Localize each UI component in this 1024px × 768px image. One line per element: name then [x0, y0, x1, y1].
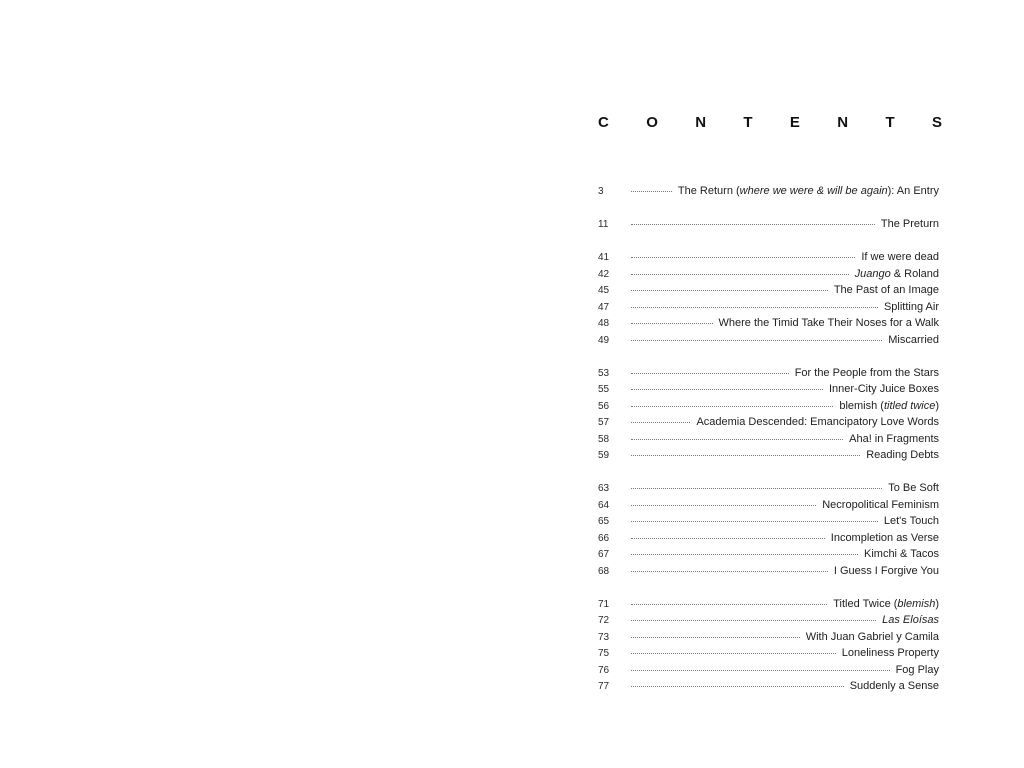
toc-title-segment: Where the Timid Take Their Noses for a Walk	[718, 317, 939, 329]
toc-title-segment: The Past of an Image	[833, 284, 939, 296]
toc-title-segment: ): An Entry	[887, 185, 939, 197]
dot-leader	[631, 273, 849, 275]
toc-title	[839, 398, 939, 415]
toc-title-segment: For the People from the Stars	[794, 366, 939, 379]
toc-page-number: 57	[598, 417, 610, 428]
heading-letter: E	[789, 114, 800, 131]
toc-title-italic-segment: titled twice	[883, 399, 936, 412]
toc-title	[861, 249, 939, 266]
toc-page-number: 73	[598, 631, 610, 643]
dot-leader	[631, 454, 860, 456]
toc-title-segment: To Be Soft	[888, 482, 939, 494]
toc-page-number: 59	[598, 450, 610, 461]
toc-title	[896, 662, 939, 679]
toc-title	[849, 431, 939, 448]
toc-entry	[598, 414, 939, 431]
dot-leader	[631, 553, 858, 555]
toc-page-number: 66	[598, 532, 610, 544]
toc-title	[829, 381, 939, 398]
toc-title-segment: Kimchi & Tacos	[864, 548, 939, 560]
toc-title-segment: Academia Descended: Emancipatory Love Words	[696, 416, 939, 428]
toc-page-number: 76	[598, 664, 610, 676]
toc-entry	[598, 266, 939, 283]
dot-leader	[631, 603, 827, 605]
toc-title-segment: Let's Touch	[883, 515, 939, 527]
toc-entry	[598, 563, 939, 580]
dot-leader	[631, 223, 875, 225]
toc-title	[866, 447, 939, 464]
toc-title-segment: With Juan Gabriel y Camila	[805, 630, 939, 643]
dot-leader	[631, 487, 882, 489]
toc-title-segment: Suddenly a Sense	[849, 680, 939, 692]
toc-entry	[598, 299, 939, 316]
toc-page-number: 53	[598, 367, 610, 379]
toc-title-segment: blemish (	[839, 399, 884, 412]
toc-title-segment: & Roland	[890, 267, 939, 280]
toc-page-number: 68	[598, 565, 610, 577]
toc-title-segment: Miscarried	[888, 333, 939, 346]
dot-leader	[631, 372, 789, 374]
toc-entry	[598, 513, 939, 530]
contents-list	[598, 183, 939, 695]
heading-letter: T	[885, 114, 895, 131]
toc-title-segment: The Return (	[677, 185, 740, 197]
toc-entry	[598, 612, 939, 629]
toc-page-number: 3	[598, 186, 604, 197]
toc-title-segment: I Guess I Forgive You	[833, 564, 939, 577]
dot-leader	[631, 570, 828, 572]
toc-title	[882, 612, 939, 629]
toc-entry	[598, 662, 939, 679]
dot-leader	[631, 190, 672, 192]
toc-title-segment: Aha! in Fragments	[849, 432, 939, 445]
toc-title	[834, 282, 939, 299]
toc-title-italic-segment: blemish	[897, 597, 936, 610]
dot-leader	[631, 669, 890, 671]
toc-page-number: 72	[598, 615, 610, 626]
dot-leader	[631, 322, 713, 324]
toc-page-number: 11	[598, 219, 609, 230]
toc-entry	[598, 447, 939, 464]
toc-title	[864, 546, 939, 563]
toc-entry	[598, 596, 939, 613]
toc-entry	[598, 530, 939, 547]
dot-leader	[631, 652, 836, 654]
toc-page-number: 55	[598, 384, 610, 395]
toc-entry	[598, 381, 939, 398]
toc-page-number: 65	[598, 516, 610, 527]
toc-title-segment: If we were dead	[861, 251, 939, 263]
dot-leader	[631, 537, 825, 539]
toc-page-number: 56	[598, 400, 610, 412]
toc-page-number: 42	[598, 268, 610, 280]
toc-entry	[598, 282, 939, 299]
toc-entry	[598, 480, 939, 497]
heading-letter: S	[931, 114, 942, 131]
toc-title-italic-segment: Las Eloísas	[882, 614, 939, 626]
toc-title	[833, 596, 939, 613]
dot-leader	[631, 438, 843, 440]
toc-title	[795, 365, 939, 382]
dot-leader	[631, 405, 833, 407]
toc-entry	[598, 183, 939, 200]
dot-leader	[631, 619, 876, 621]
toc-title	[884, 513, 939, 530]
heading-letter: O	[646, 114, 658, 131]
toc-title	[842, 645, 939, 662]
toc-title	[850, 678, 939, 695]
toc-title-segment: Necropolitical Feminism	[822, 498, 939, 511]
toc-page-number: 48	[598, 318, 610, 329]
toc-page-number: 41	[598, 252, 610, 263]
toc-page-number: 47	[598, 301, 610, 313]
toc-entry	[598, 678, 939, 695]
toc-title	[884, 299, 939, 316]
toc-title-segment: The Preturn	[880, 218, 939, 230]
heading-letter: T	[743, 114, 753, 131]
toc-page-number: 71	[598, 598, 610, 610]
toc-entry	[598, 497, 939, 514]
toc-entry	[598, 546, 939, 563]
toc-title-segment: Inner-City Juice Boxes	[828, 383, 939, 395]
dot-leader	[631, 636, 800, 638]
toc-page-number: 75	[598, 648, 610, 659]
contents-heading	[598, 115, 942, 131]
toc-entry	[598, 332, 939, 349]
heading-letter: N	[695, 114, 707, 131]
toc-entry	[598, 645, 939, 662]
dot-leader	[631, 306, 878, 308]
toc-title-segment: Fog Play	[895, 663, 939, 676]
heading-letter: C	[598, 114, 609, 131]
dot-leader	[631, 685, 844, 687]
toc-page-number: 63	[598, 483, 610, 494]
toc-title	[719, 315, 940, 332]
dot-leader	[631, 289, 828, 291]
heading-letter: N	[837, 114, 849, 131]
toc-title-segment: Titled Twice (	[833, 597, 898, 610]
toc-page-number: 45	[598, 285, 610, 296]
toc-title-segment: Splitting Air	[883, 300, 939, 313]
toc-title-segment: Reading Debts	[866, 449, 939, 461]
toc-page-number: 58	[598, 433, 610, 445]
toc-title	[831, 530, 939, 547]
toc-title-italic-segment: where we were & will be again	[739, 185, 888, 197]
toc-title-segment: )	[935, 597, 939, 610]
toc-title	[855, 266, 939, 283]
dot-leader	[631, 520, 878, 522]
toc-title-italic-segment: Juango	[854, 267, 891, 280]
toc-entry	[598, 431, 939, 448]
toc-title-segment: Incompletion as Verse	[830, 531, 939, 544]
toc-title	[696, 414, 939, 431]
toc-page-number: 77	[598, 681, 610, 692]
dot-leader	[631, 421, 690, 423]
toc-entry	[598, 249, 939, 266]
toc-entry	[598, 216, 939, 233]
toc-page-number: 49	[598, 334, 610, 346]
toc-title	[678, 183, 939, 200]
toc-page-number: 67	[598, 549, 610, 560]
dot-leader	[631, 504, 816, 506]
toc-title-segment: )	[935, 399, 939, 412]
toc-title	[888, 480, 939, 497]
toc-title	[881, 216, 939, 233]
dot-leader	[631, 339, 882, 341]
contents-page	[512, 0, 1024, 768]
toc-page-number: 64	[598, 499, 610, 511]
toc-title	[888, 332, 939, 349]
toc-title	[834, 563, 939, 580]
toc-entry	[598, 398, 939, 415]
toc-title-segment: Loneliness Property	[841, 647, 939, 659]
dot-leader	[631, 256, 855, 258]
toc-title	[806, 629, 939, 646]
dot-leader	[631, 388, 823, 390]
toc-title	[822, 497, 939, 514]
toc-entry	[598, 629, 939, 646]
toc-entry	[598, 315, 939, 332]
toc-entry	[598, 365, 939, 382]
